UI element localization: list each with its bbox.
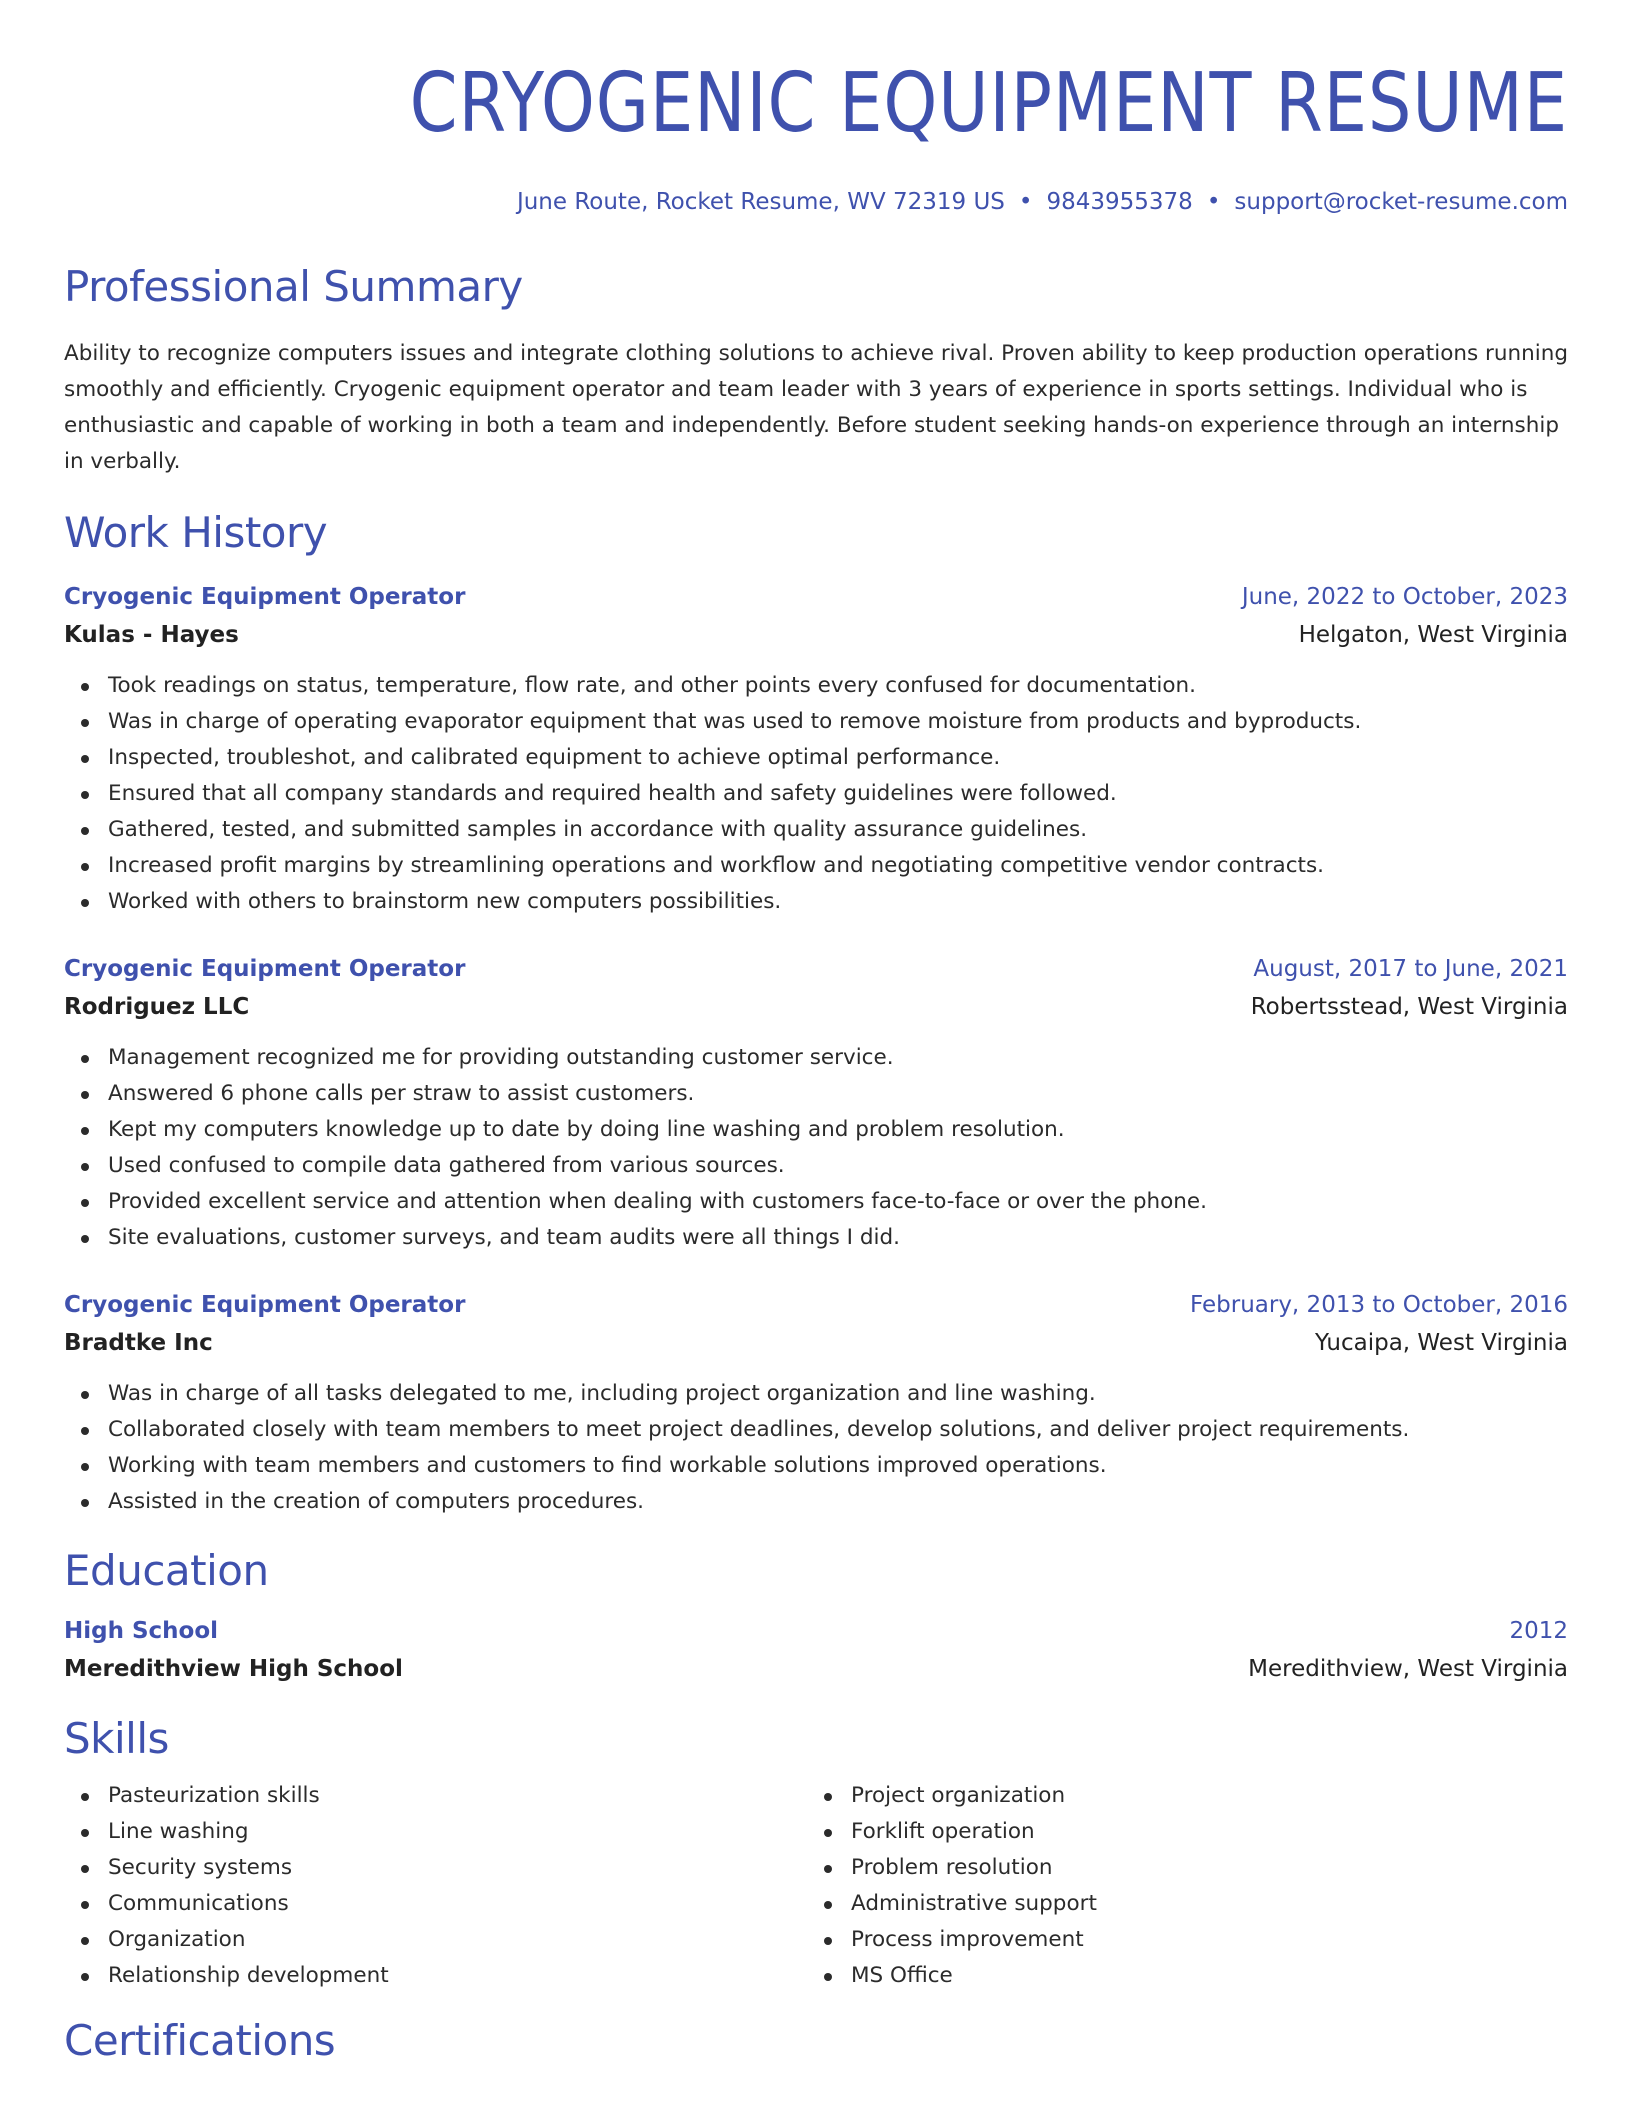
job-company: Rodriguez LLC — [64, 994, 250, 1020]
skill-item: Pasteurization skills — [64, 1778, 807, 1814]
skill-item: Organization — [64, 1922, 807, 1958]
contact-line — [64, 188, 1568, 216]
skill-item: Forklift operation — [807, 1814, 1507, 1850]
education-heading: Education — [64, 1546, 269, 1595]
job-duty: Kept my computers knowledge up to date by doing line washing and problem resolution. — [64, 1112, 1568, 1148]
job-dates: June, 2022 to October, 2023 — [1241, 584, 1568, 610]
work-history-heading: Work History — [64, 508, 328, 557]
education-year: 2012 — [1509, 1618, 1568, 1644]
education-school: Meredithview High School — [64, 1656, 403, 1682]
job-duty: Took readings on status, temperature, flow rate, and other points every confused for documentation. — [64, 668, 1568, 704]
contact-separator: • — [1018, 189, 1033, 215]
skill-item: Administrative support — [807, 1886, 1507, 1922]
summary-heading: Professional Summary — [64, 262, 523, 311]
job-duties-list — [64, 1040, 1568, 1256]
job-duty: Worked with others to brainstorm new computers possibilities. — [64, 884, 1568, 920]
job-dates: February, 2013 to October, 2016 — [1190, 1292, 1568, 1318]
skills-list-right — [807, 1778, 1507, 1994]
skill-item: Process improvement — [807, 1922, 1507, 1958]
job-duty: Assisted in the creation of computers procedures. — [64, 1484, 1568, 1520]
job-duties-list — [64, 668, 1568, 920]
job-location: Helgaton, West Virginia — [1298, 622, 1568, 648]
job-entry — [64, 1286, 1568, 1520]
skill-item: Communications — [64, 1886, 807, 1922]
skills-heading: Skills — [64, 1714, 169, 1763]
contact-address: June Route, Rocket Resume, WV 72319 US — [516, 189, 1005, 215]
summary-text: Ability to recognize computers issues and integrate clothing solutions to achieve rival. Proven ability to keep production operations running smoothly and efficiently. Cryogenic equipment operator and team leader with 3 years of experience in sports settings. Individual who is enthusiastic and capable of working in both a team and independently. Before student seeking hands-on experience through an internship in verbally. — [64, 341, 1568, 474]
job-entry — [64, 578, 1568, 920]
skill-item: Relationship development — [64, 1958, 807, 1994]
job-duty: Increased profit margins by streamlining operations and workflow and negotiating competitive vendor contracts. — [64, 848, 1568, 884]
job-duty: Inspected, troubleshot, and calibrated equipment to achieve optimal performance. — [64, 740, 1568, 776]
job-duty: Collaborated closely with team members to meet project deadlines, develop solutions, and deliver project requirements. — [64, 1412, 1568, 1448]
job-duty: Provided excellent service and attention when dealing with customers face-to-face or over the phone. — [64, 1184, 1568, 1220]
skill-item: Security systems — [64, 1850, 807, 1886]
job-entry — [64, 950, 1568, 1256]
job-title: Cryogenic Equipment Operator — [64, 956, 466, 982]
job-duty: Answered 6 phone calls per straw to assist customers. — [64, 1076, 1568, 1112]
contact-separator: • — [1206, 189, 1221, 215]
job-duty: Management recognized me for providing outstanding customer service. — [64, 1040, 1568, 1076]
job-location: Robertsstead, West Virginia — [1250, 994, 1568, 1020]
job-duty: Gathered, tested, and submitted samples in accordance with quality assurance guidelines. — [64, 812, 1568, 848]
job-duty: Ensured that all company standards and required health and safety guidelines were followed. — [64, 776, 1568, 812]
job-duty: Site evaluations, customer surveys, and team audits were all things I did. — [64, 1220, 1568, 1256]
job-duty: Was in charge of operating evaporator equipment that was used to remove moisture from products and byproducts. — [64, 704, 1568, 740]
skill-item: Project organization — [807, 1778, 1507, 1814]
job-duties-list — [64, 1376, 1568, 1520]
job-location: Yucaipa, West Virginia — [1314, 1330, 1568, 1356]
certifications-heading: Certifications — [64, 2016, 336, 2065]
skill-item: Line washing — [64, 1814, 807, 1850]
skill-item: MS Office — [807, 1958, 1507, 1994]
resume-title: CRYOGENIC EQUIPMENT RESUME — [409, 56, 1568, 151]
job-title: Cryogenic Equipment Operator — [64, 1292, 466, 1318]
job-title: Cryogenic Equipment Operator — [64, 584, 466, 610]
job-company: Kulas - Hayes — [64, 622, 239, 648]
skills-grid — [64, 1778, 1568, 1994]
job-duty: Was in charge of all tasks delegated to me, including project organization and line washing. — [64, 1376, 1568, 1412]
job-company: Bradtke Inc — [64, 1330, 213, 1356]
job-dates: August, 2017 to June, 2021 — [1253, 956, 1568, 982]
skills-list-left — [64, 1778, 807, 1994]
contact-email[interactable]: support@rocket-resume.com — [1234, 189, 1568, 215]
skill-item: Problem resolution — [807, 1850, 1507, 1886]
contact-phone[interactable]: 9843955378 — [1046, 189, 1193, 215]
education-entry — [64, 1612, 1568, 1688]
education-degree: High School — [64, 1618, 219, 1644]
resume-page — [64, 0, 1568, 2066]
job-duty: Working with team members and customers to find workable solutions improved operations. — [64, 1448, 1568, 1484]
education-location: Meredithview, West Virginia — [1248, 1656, 1568, 1682]
job-duty: Used confused to compile data gathered from various sources. — [64, 1148, 1568, 1184]
